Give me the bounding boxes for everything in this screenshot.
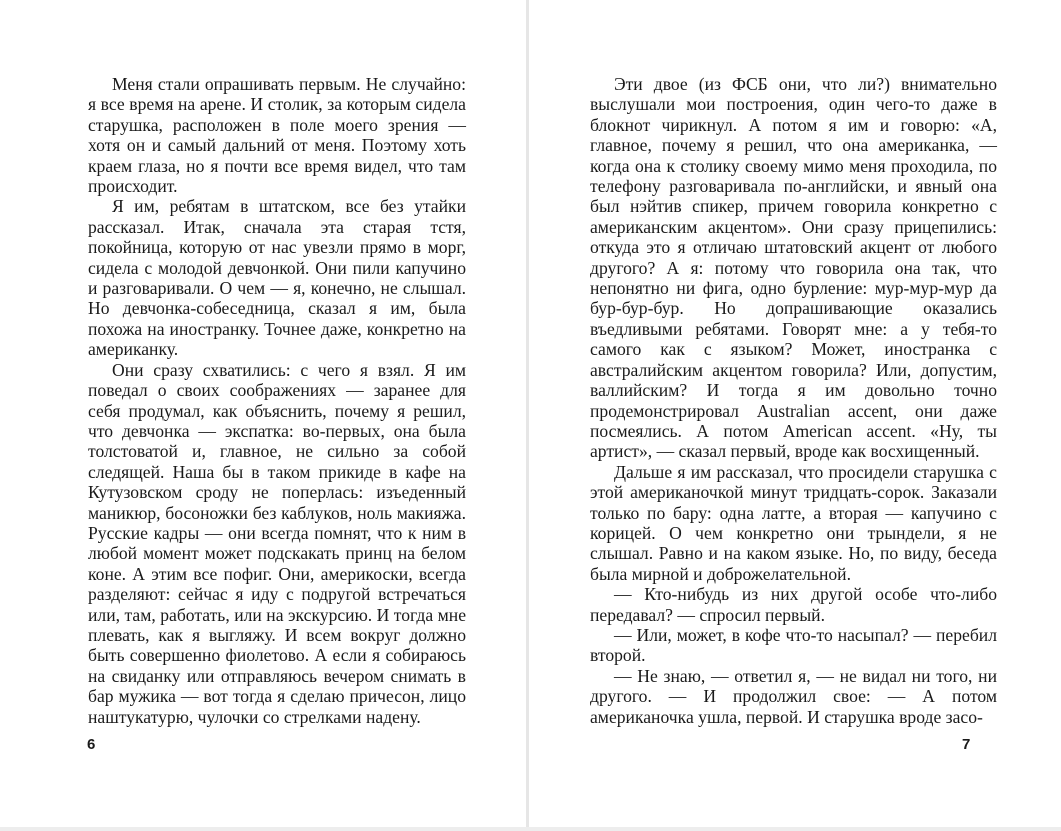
paragraph: Дальше я им рассказал, что просидели старушка с этой американочкой минут тридцать-сорок. Заказали только по бару: одна латте, а вторая — капучино с корицей. О чем конкретно они трындели, я не слышал. Равно и на каком языке. Но, по виду, беседа была мирной и доброжелательной. bbox=[590, 461, 997, 584]
right-page bbox=[529, 0, 1061, 827]
paragraph: Эти двое (из ФСБ они, что ли?) внимательно выслушали мои построения, один чего-то даже в блокнот чирикнул. А потом я им и говорю: «А, главное, почему я решил, что она американка, — когда она к столику своему мимо меня проходила, по телефону разговаривала по-английски, и явный она был нэйтив спикер, причем говорила конкретно с американским акцентом». Они сразу прицепились: откуда это я отличаю штатовский акцент от любого другого? А я: потому что говорила она так, что непонятно ни фига, одно бурление: мур-мур-мур да бур-бур-бур. Но допрашивающие оказались въедливыми ребятами. Говорят мне: а у тебя-то самого как с языком? Может, иностранка с австралийским акцентом говорила? Или, допустим, валлийским? И тогда я им довольно точно продемонстрировал Australian accent, они даже посмеялись. А потом American accent. «Ну, ты артист», — сказал первый, вроде как восхищенный. bbox=[590, 74, 997, 462]
paragraph: Я им, ребятам в штатском, все без утайки рассказал. Итак, сначала эта старая тстя, покойница, которую от нас увезли прямо в морг, сидела с молодой девчонкой. Они пили капучино и разговаривали. О чем — я, конечно, не слышал. Но девчонка-собеседница, сказал я им, была похожа на иностранку. Точнее даже, конкретно на американку. bbox=[88, 196, 466, 360]
right-page-text bbox=[590, 74, 997, 727]
paragraph: — Не знаю, — ответил я, — не видал ни того, ни другого. — И продолжил свое: — А потом американочка ушла, первой. И старушка вроде засо- bbox=[590, 665, 997, 727]
left-page-text bbox=[88, 74, 466, 727]
page-bottom-edge bbox=[0, 827, 1061, 831]
paragraph: Они сразу схватились: с чего я взял. Я им поведал о своих соображениях — заранее для себя продумал, как объяснить, почему я решил, что девчонка — экспатка: во-первых, она была толстоватой и, главное, не сильно за собой следящей. Наша бы в таком прикиде в кафе на Кутузовском сроду не поперлась: изъеденный маникюр, босоножки без каблуков, ноль макияжа. Русские кадры — они всегда помнят, что к ним в любой момент может подскакать принц на белом коне. А этим все пофиг. Они, америкоски, всегда разделяют: сейчас я иду с подругой встречаться или, там, работать, или на экскурсию. И тогда мне плевать, как я выгляжу. И всем вокруг должно быть совершенно фиолетово. А если я собираюсь на свиданку или отправляюсь вечером снимать в бар мужика — вот тогда я сделаю причесон, лицо наштукатурю, чулочки со стрелками надену. bbox=[88, 359, 466, 727]
paragraph: — Или, может, в кофе что-то насыпал? — перебил второй. bbox=[590, 624, 997, 666]
left-page bbox=[0, 0, 526, 827]
paragraph: Меня стали опрашивать первым. Не случайно: я все время на арене. И столик, за которым сидела старушка, расположен в поле моего зрения — хотя он и самый дальний от меня. Поэтому хоть краем глаза, но я почти все время видел, что там происходит. bbox=[88, 74, 466, 197]
page-number: 6 bbox=[87, 736, 96, 753]
page-number: 7 bbox=[962, 736, 971, 753]
paragraph: — Кто-нибудь из них другой особе что-либо передавал? — спросил первый. bbox=[590, 584, 997, 625]
